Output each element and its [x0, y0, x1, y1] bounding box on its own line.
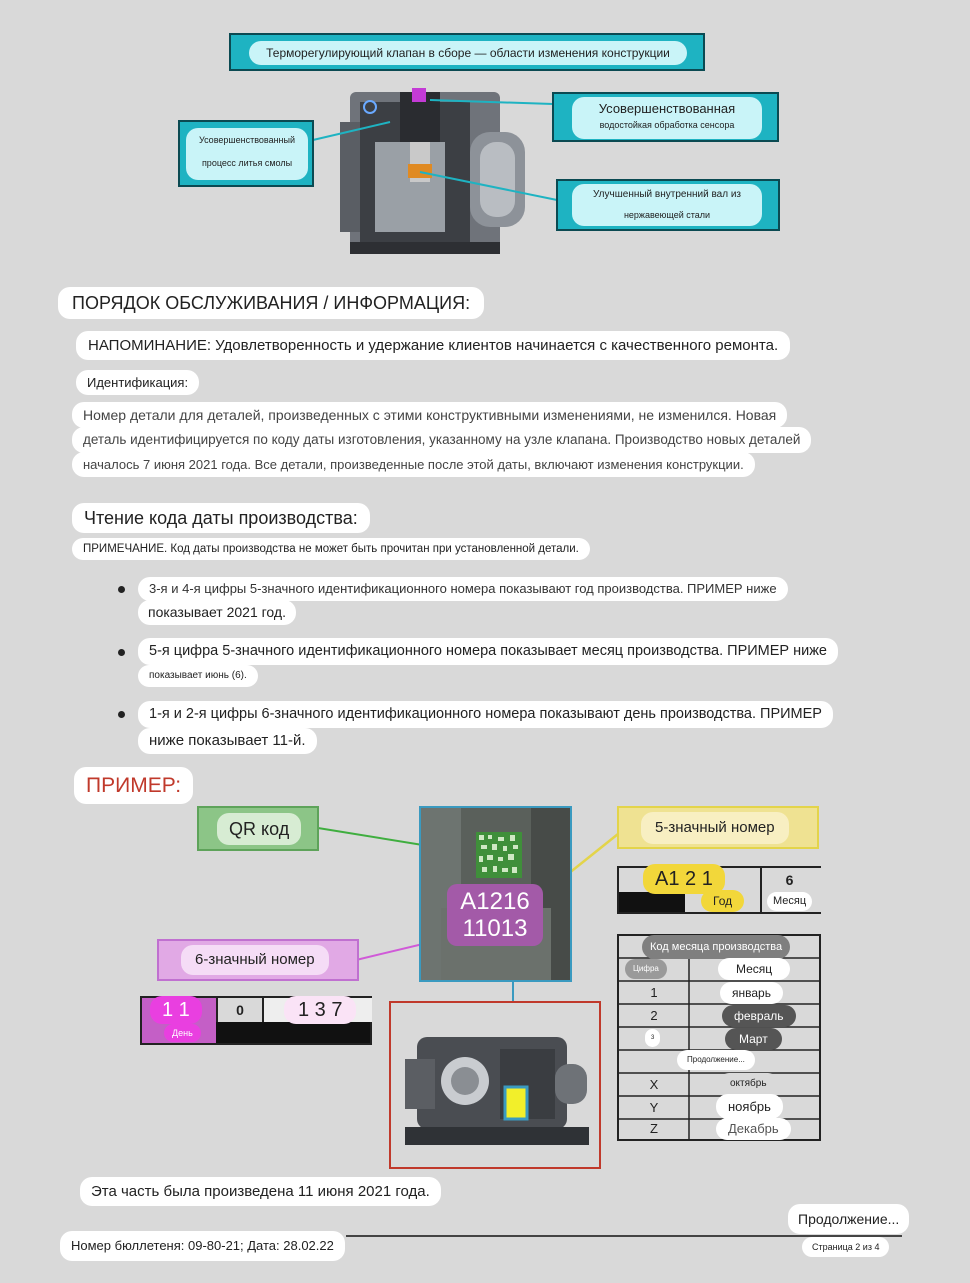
row-x-digit: X: [649, 1077, 659, 1092]
row-continued: Продолжение...: [677, 1050, 755, 1070]
month-code-table: [617, 934, 821, 1141]
callout-shaft-line1: Улучшенный внутренний вал из: [593, 189, 741, 200]
row-2-digit: 2: [650, 1008, 658, 1023]
bullet-3-line1: 1-я и 2-я цифры 6-значного идентификационного номера показывают день производства. ПРИМЕР: [138, 701, 833, 728]
identification-line-3: началось 7 июня 2021 года. Все детали, произведенные после этой даты, включают изменения конструкции.: [72, 452, 755, 477]
code-line-1: A1216: [460, 888, 530, 915]
reminder-text: НАПОМИНАНИЕ: Удовлетворенность и удержание клиентов начинается с качественного ремонта.: [76, 331, 790, 360]
bullet-3-line2: ниже показывает 11-й.: [138, 728, 317, 754]
callout-sensor-line1: Усовершенствованная: [598, 101, 736, 116]
six-digit-table: [140, 996, 372, 1045]
qr-label-box: [197, 806, 319, 851]
row-x-month: октябрь: [718, 1073, 779, 1095]
identification-line-2: деталь идентифицируется по коду даты изготовления, указанному на узле клапана. Производство новых деталей: [72, 427, 811, 453]
row-z-month: Декабрь: [716, 1118, 791, 1140]
identification-label: Идентификация:: [76, 370, 199, 395]
zero-value: 0: [236, 1002, 244, 1018]
month-label: Месяц: [767, 892, 812, 911]
six-digit-label: 6-значный номер: [181, 945, 329, 975]
reading-note: ПРИМЕЧАНИЕ. Код даты производства не может быть прочитан при установленной детали.: [72, 538, 590, 560]
bulletin-info: Номер бюллетеня: 09-80-21; Дата: 28.02.22: [60, 1231, 345, 1261]
callout-sensor-line2: водостойкая обработка сенсора: [599, 120, 735, 130]
date-code-badge: [447, 884, 543, 946]
bullet-1-line2: показывает 2021 год.: [138, 600, 296, 625]
row-3-month: Март: [725, 1028, 782, 1050]
bullet-dot: [118, 649, 125, 656]
five-digit-table: [617, 866, 821, 914]
five-digit-value: A1 2 1: [643, 864, 725, 894]
month-table-col-month: Месяц: [718, 958, 790, 980]
valve-location-image: [389, 1001, 601, 1169]
month-table-title: Код месяца производства: [642, 935, 790, 959]
day-value: 1 1: [150, 996, 202, 1024]
valve-body-drawing: [405, 1019, 589, 1149]
reading-heading: Чтение кода даты производства:: [72, 503, 370, 533]
row-z-digit: Z: [650, 1121, 658, 1136]
callout-shaft-line2: нержавеющей стали: [623, 210, 711, 220]
bullet-2-line2: показывает июнь (6).: [138, 665, 258, 687]
date-code-photo: [419, 806, 572, 982]
callout-sensor-treatment: [552, 92, 779, 142]
row-y-month: ноябрь: [716, 1094, 783, 1119]
row-2-month: февраль: [722, 1005, 796, 1027]
callout-resin-line1: Усовершенствованный: [198, 135, 296, 145]
conclusion-text: Эта часть была произведена 11 июня 2021 года.: [80, 1177, 441, 1206]
bullet-2-line1: 5-я цифра 5-значного идентификационного номера показывает месяц производства. ПРИМЕР ниже: [138, 638, 838, 665]
bullet-dot: [118, 586, 125, 593]
row-1-digit: 1: [650, 985, 658, 1000]
day-label: День: [164, 1024, 201, 1042]
six-digit-label-box: [157, 939, 359, 981]
month-table-col-digit: Цифра: [625, 959, 667, 979]
five-digit-label-box: [617, 806, 819, 849]
rest-value: 1 3 7: [284, 996, 356, 1024]
qr-label: QR код: [217, 813, 301, 845]
row-3-digit: 3: [645, 1029, 660, 1047]
page-number: Страница 2 из 4: [802, 1237, 889, 1257]
identification-line-1: Номер детали для деталей, произведенных с этими конструктивными изменениями, не изменился. Новая: [72, 402, 787, 428]
row-y-digit: Y: [649, 1100, 659, 1115]
bullet-1-line1: 3-я и 4-я цифры 5-значного идентификационного номера показывают год производства. ПРИМЕР ниже: [138, 577, 788, 601]
row-1-month: январь: [720, 982, 783, 1004]
month-value: 6: [785, 872, 794, 888]
callout-resin-process: [178, 120, 314, 187]
service-heading: ПОРЯДОК ОБСЛУЖИВАНИЯ / ИНФОРМАЦИЯ:: [58, 287, 484, 319]
callout-resin-line2: процесс литья смолы: [201, 158, 293, 168]
qr-code-icon: [476, 832, 522, 878]
bullet-dot: [118, 711, 125, 718]
example-label: ПРИМЕР:: [74, 767, 193, 804]
continued-link[interactable]: Продолжение...: [788, 1204, 909, 1234]
five-digit-label: 5-значный номер: [641, 812, 789, 844]
year-label: Год: [701, 890, 744, 912]
code-line-2: 11013: [462, 915, 528, 942]
diagram-title: Терморегулирующий клапан в сборе — области изменения конструкции: [249, 41, 687, 65]
callout-stainless-shaft: [556, 179, 780, 231]
diagram-connectors: [0, 0, 970, 260]
